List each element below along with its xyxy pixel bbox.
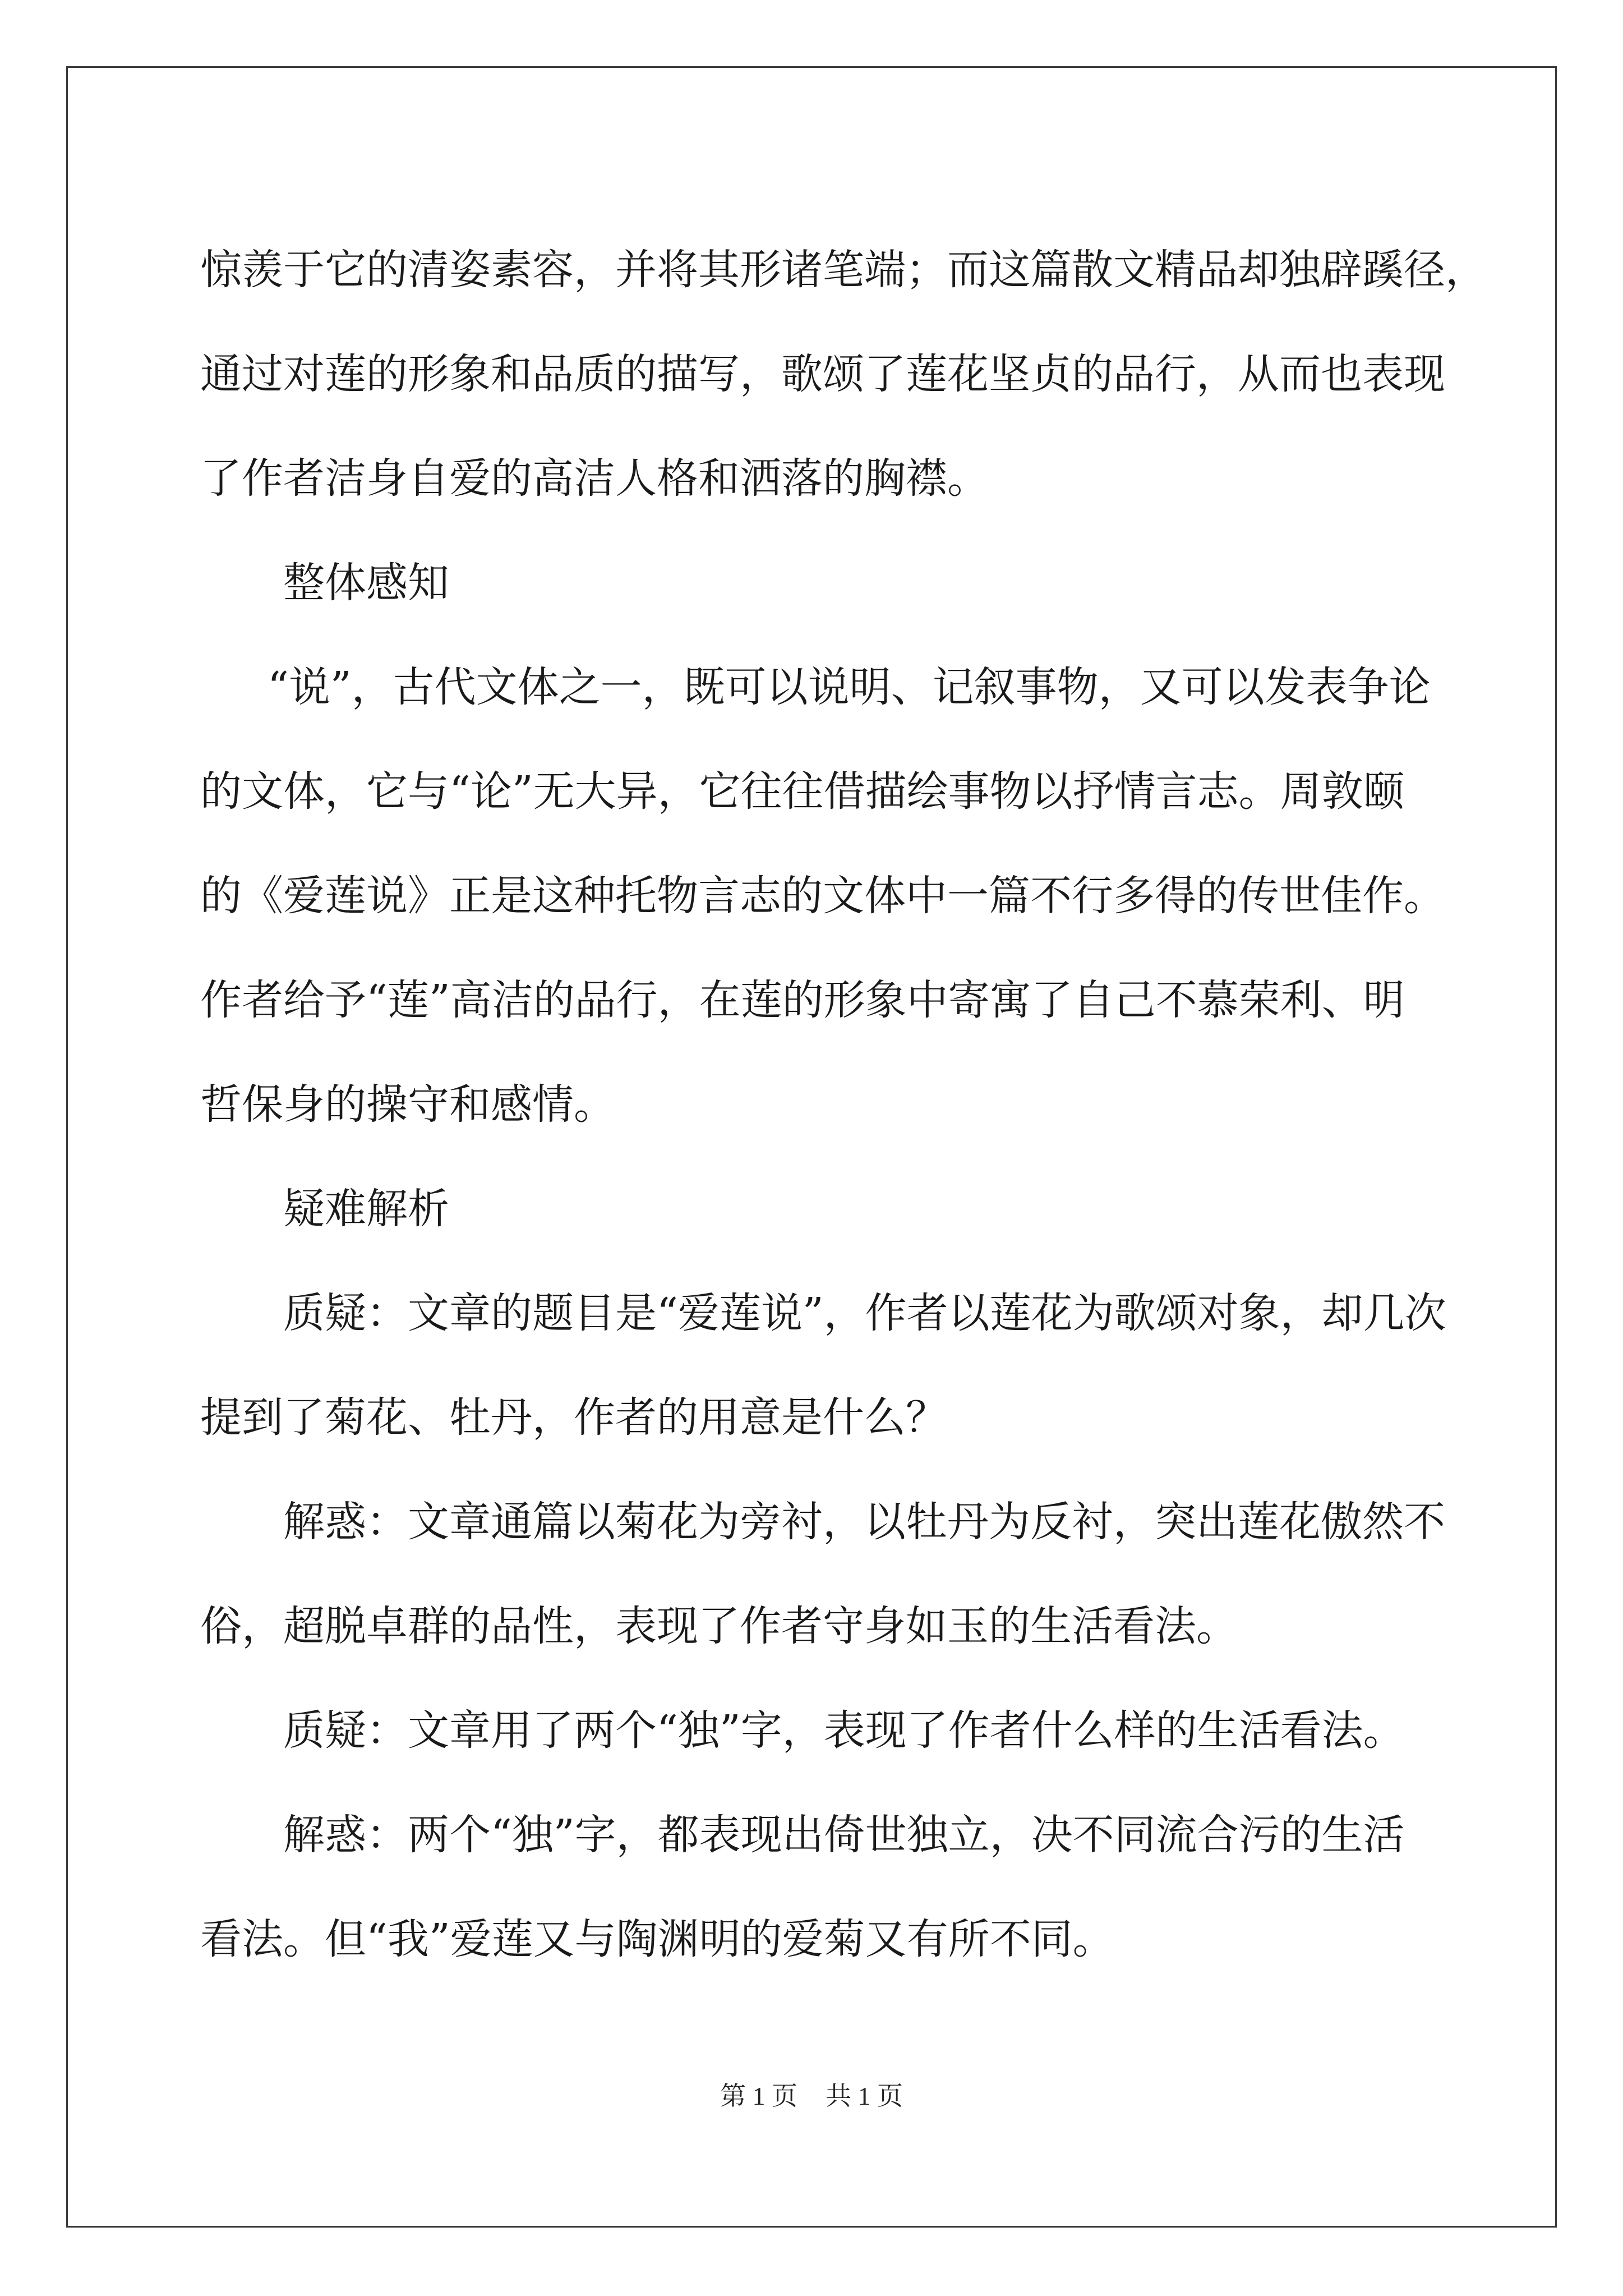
text-line: 的《爱莲说》正是这种托物言志的文体中一篇不行多得的传世佳作。 xyxy=(200,872,1445,920)
page-total: 共 1 页 xyxy=(826,2082,903,2110)
text-line: 解惑：文章通篇以菊花为旁衬，以牡丹为反衬，突出莲花傲然不 xyxy=(283,1498,1445,1546)
document-body xyxy=(200,218,1487,1991)
text-line: 的文体，它与“论”无大异，它往往借描绘事物以抒情言志。周敦颐 xyxy=(200,767,1405,816)
text-line: 质疑：文章的题目是“爱莲说”，作者以莲花为歌颂对象，却几次 xyxy=(283,1289,1446,1337)
text-line: 提到了菊花、牡丹，作者的用意是什么？ xyxy=(200,1393,947,1442)
section-heading: 整体感知 xyxy=(283,559,449,607)
text-line: 质疑：文章用了两个“独”字，表现了作者什么样的生活看法。 xyxy=(283,1706,1405,1755)
text-line: “说”，古代文体之一，既可以说明、记叙事物，又可以发表争论 xyxy=(268,663,1431,711)
text-line: 俗，超脱卓群的品性，表现了作者守身如玉的生活看法。 xyxy=(200,1602,1238,1650)
text-line: 惊羡于它的清姿素容，并将其形诸笔端；而这篇散文精品却独辟蹊径， xyxy=(200,246,1487,294)
text-line: 作者给予“莲”高洁的品行，在莲的形象中寄寓了自己不慕荣利、明 xyxy=(200,976,1405,1024)
text-line: 了作者洁身自爱的高洁人格和洒落的胸襟。 xyxy=(200,454,989,503)
text-line: 解惑：两个“独”字，都表现出倚世独立，决不同流合污的生活 xyxy=(283,1811,1405,1859)
text-line: 通过对莲的形象和品质的描写，歌颂了莲花坚贞的品行，从而也表现 xyxy=(200,350,1445,398)
page-footer xyxy=(0,2076,1623,2113)
text-line: 看法。但“我”爱莲又与陶渊明的爱菊又有所不同。 xyxy=(200,1915,1114,1963)
page-number: 第 1 页 xyxy=(720,2082,797,2110)
text-line: 哲保身的操守和感情。 xyxy=(200,1080,615,1129)
section-heading: 疑难解析 xyxy=(283,1185,449,1233)
